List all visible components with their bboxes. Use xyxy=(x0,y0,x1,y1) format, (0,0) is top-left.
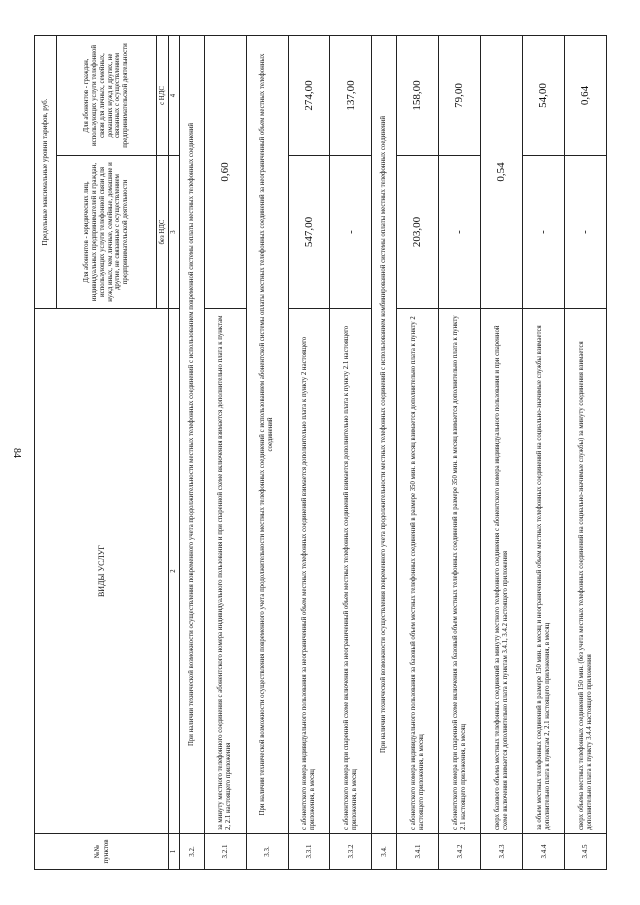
table-row xyxy=(564,36,606,870)
row-value-individual: 0,64 xyxy=(564,36,606,156)
table-row xyxy=(371,36,396,870)
table-row xyxy=(246,36,288,870)
row-value: 0,60 xyxy=(204,36,246,309)
rotated-tariff-table-page xyxy=(34,35,607,870)
row-value-individual: 79,00 xyxy=(438,36,480,156)
section-heading: При наличии технической возможности осуществления повременного учета продолжительности местных телефонных соединений с использованием абонентской системы оплаты местных телефонных соединений за неограниченный объем местных телефонных соединений xyxy=(246,36,288,834)
row-value-individual: 274,00 xyxy=(288,36,330,156)
row-number: 3.3. xyxy=(246,834,288,870)
section-heading: При наличии технической возможности осуществления повременного учета продолжительности местных телефонных соединений с использованием повременной системы оплаты местных телефонных соединений xyxy=(179,36,204,834)
row-value-legal: - xyxy=(564,156,606,309)
col-header-services: ВИДЫ УСЛУГ xyxy=(34,309,168,834)
row-number: 3.4.2 xyxy=(438,834,480,870)
row-value-legal: - xyxy=(438,156,480,309)
row-number: 3.4.5 xyxy=(564,834,606,870)
row-text: с абонентского номера при спаренной схеме включения за неограниченный объем местных телефонных соединений взимается дополнительно плата к пункту 2.1 настоящего приложения, в месяц xyxy=(329,309,371,834)
row-number: 3.4. xyxy=(371,834,396,870)
row-number: 3.4.3 xyxy=(480,834,522,870)
row-value-legal: - xyxy=(522,156,564,309)
row-value-legal: - xyxy=(329,156,371,309)
row-number: 3.4.4 xyxy=(522,834,564,870)
row-number: 3.2.1 xyxy=(204,834,246,870)
row-text: сверх объема местных телефонных соединений 150 мин. (без учета местных телефонных соединений на социально-значимые службы) за минуту соединения взимается дополнительно плата к пункту 3.4.4 настоящего приложения xyxy=(564,309,606,834)
tariff-table xyxy=(34,35,607,870)
col-header-individual: Для абонентов - граждан, использующих услуги телефонной связи для личных, семейных, домашних нужд и других, не связанных с осуществлением предпринимательской деятельности xyxy=(56,36,156,156)
page-number: 84 xyxy=(11,448,22,458)
col-header-prices: Предельные максимальные уровни тарифов, руб. xyxy=(34,36,56,309)
row-number: 3.2. xyxy=(179,834,204,870)
index-4: 4 xyxy=(168,36,179,156)
section-heading: При наличии технической возможности осуществления повременного учета продолжительности местных телефонных соединений с использованием комбинированной системы оплаты местных телефонных соединений xyxy=(371,36,396,834)
col-header-number: №№ пунктов xyxy=(34,834,168,870)
col-header-legal: Для абонентов - юридических лиц, индивидуальных предпринимателей и граждан, использующих услуги телефонной связи для нужд иных, чем личные, семейные, домашние и другие, не связанные с осуществлением предпринимательской деятельности xyxy=(56,156,156,309)
subheader-no-vat: без НДС xyxy=(156,156,168,309)
index-1: 1 xyxy=(168,834,179,870)
index-2: 2 xyxy=(168,309,179,834)
row-text: сверх базового объема местных телефонных соединений за минуту местного телефонного соединения с абонентского номера индивидуального пользования и при спаренной схеме включения взимается дополнительно плата к пунктам 3.4.1, 3.4.2 настоящего приложения xyxy=(480,309,522,834)
row-number: 3.3.2 xyxy=(329,834,371,870)
row-value-individual: 158,00 xyxy=(396,36,438,156)
table-row xyxy=(329,36,371,870)
row-value-legal: 547,00 xyxy=(288,156,330,309)
table-row xyxy=(480,36,522,870)
row-value-legal: 203,00 xyxy=(396,156,438,309)
index-3: 3 xyxy=(168,156,179,309)
row-value-individual: 137,00 xyxy=(329,36,371,156)
row-text: за объем местных телефонных соединений в размере 150 мин. в месяц и неограниченный объем местных телефонных соединений на социально-значимые службы взимается дополнительно плата к пунктам 2, 2.1 настоящего приложения, в месяц xyxy=(522,309,564,834)
table-row xyxy=(522,36,564,870)
row-text: с абонентского номера индивидуального пользования за базовый объем местных телефонных соединений в размере 350 мин. в месяц взимается дополнительно плата к пункту 2 настоящего приложения, в месяц xyxy=(396,309,438,834)
row-value-individual: 54,00 xyxy=(522,36,564,156)
row-value: 0,54 xyxy=(480,36,522,309)
row-text: с абонентского номера при спаренной схеме включения за базовый объем местных телефонных соединений в размере 350 мин. в месяц взимается дополнительно плата к пункту 2.1 настоящего приложения, в месяц xyxy=(438,309,480,834)
row-number: 3.4.1 xyxy=(396,834,438,870)
subheader-vat: с НДС xyxy=(156,36,168,156)
row-text: за минуту местного телефонного соединения с абонентского номера индивидуального пользования и при спаренной схеме включения взимается дополнительно плата к пунктам 2, 2.1 настоящего приложения xyxy=(204,309,246,834)
table-row xyxy=(179,36,204,870)
table-row xyxy=(396,36,438,870)
table-row xyxy=(204,36,246,870)
row-number: 3.3.1 xyxy=(288,834,330,870)
table-row xyxy=(438,36,480,870)
table-row xyxy=(288,36,330,870)
row-text: с абонентского номера индивидуального пользования за неограниченный объем местных телефонных соединений взимается дополнительно плата к пункту 2 настоящего приложения, в месяц xyxy=(288,309,330,834)
